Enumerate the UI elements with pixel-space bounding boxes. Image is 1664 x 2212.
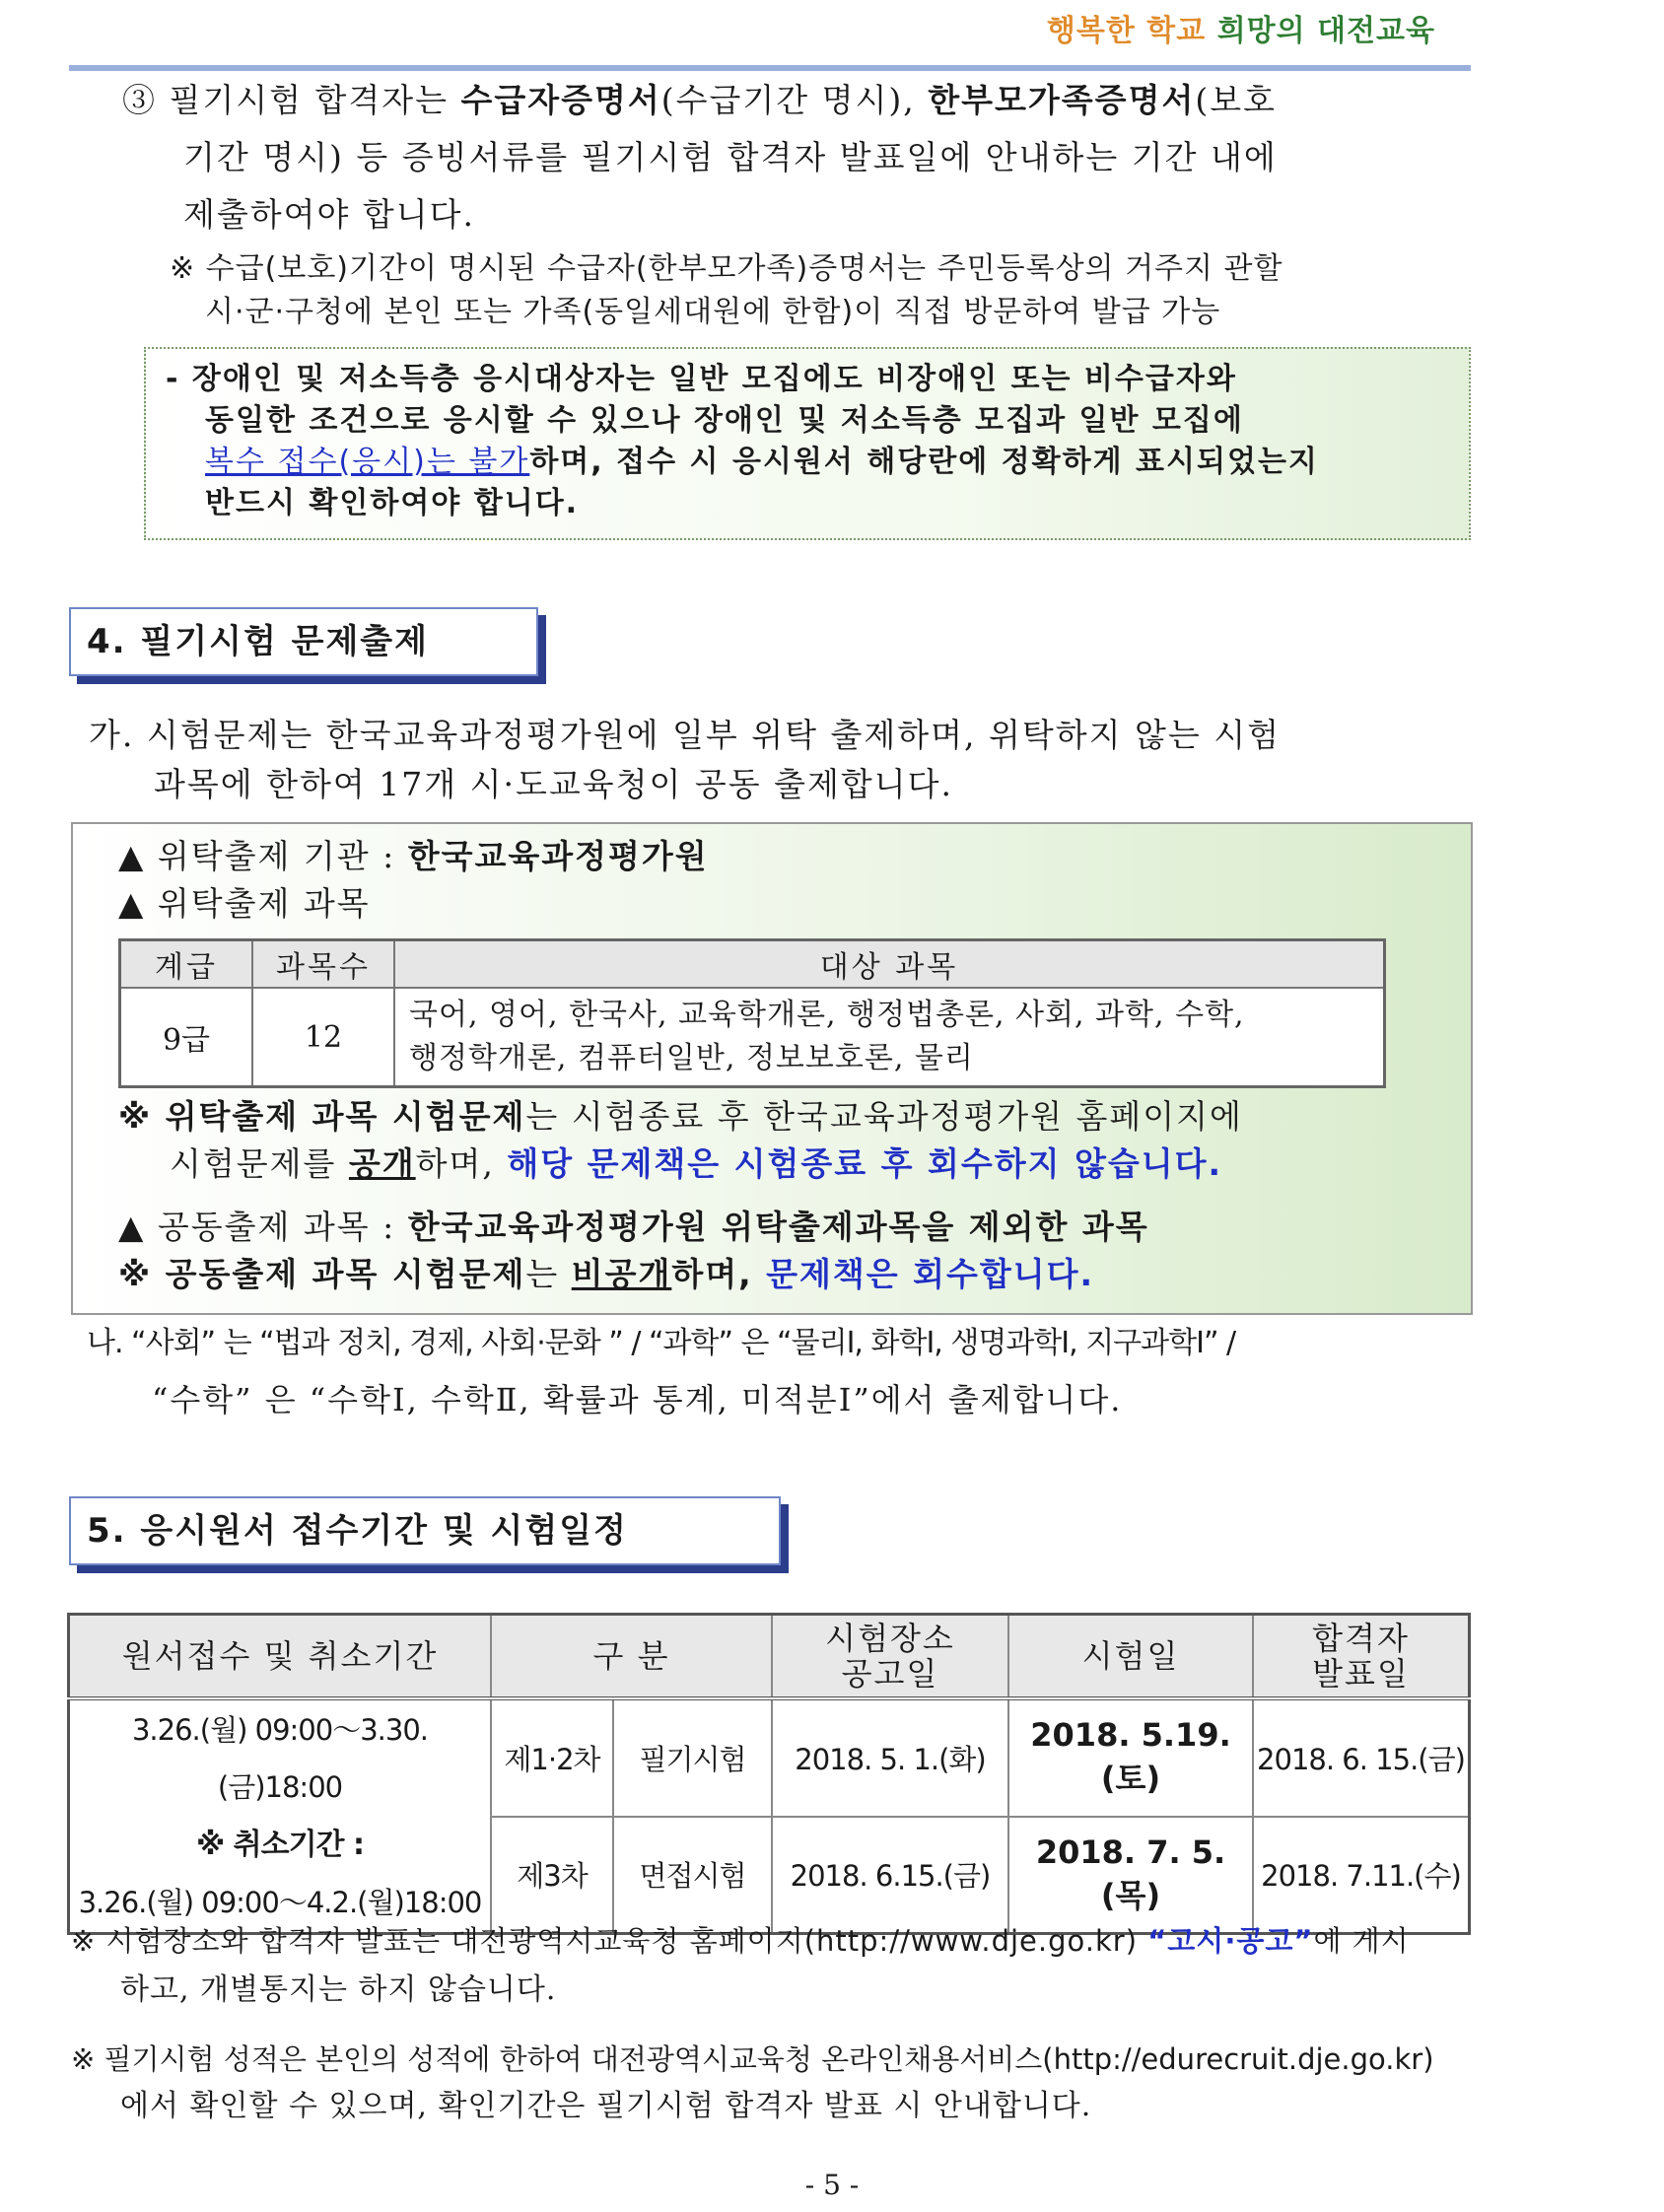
table-row bbox=[120, 988, 1385, 1087]
entrusted-subjects-label: ▲ 위탁출제 과목 bbox=[118, 884, 371, 923]
cell-round: 제3차 bbox=[491, 1817, 613, 1934]
page-number: - 5 - bbox=[804, 2169, 860, 2201]
cell-venue-date: 2018. 5. 1.(화) bbox=[772, 1698, 1008, 1817]
notice-highlight: 복수 접수(응시)는 불가 bbox=[205, 445, 530, 479]
th-venue: 시험장소 공고일 bbox=[772, 1615, 1008, 1699]
cell-grade: 9급 bbox=[120, 988, 253, 1087]
item3-note-line1: ※ 수급(보호)기간이 명시된 수급자(한부모가족)증명서는 주민등록상의 거주지 관할 bbox=[170, 251, 1283, 286]
cell-period: 3.26.(월) 09:00～3.30.(금)18:00 ※ 취소기간 : 3.26.(월) 09:00～4.2.(월)18:00 bbox=[69, 1698, 492, 1934]
cell-type: 면접시험 bbox=[613, 1817, 772, 1934]
th-exam-date: 시험일 bbox=[1008, 1615, 1253, 1699]
item3-line1: ③ 필기시험 합격자는 수급자증명서(수급기간 명시), 한부모가족증명서(보호 bbox=[122, 81, 1277, 119]
cell-subjects: 국어, 영어, 한국사, 교육학개론, 행정법총론, 사회, 과학, 수학, 행정학개론, 컴퓨터일반, 정보보호론, 물리 bbox=[394, 988, 1385, 1087]
section4-ga-line1: 가. 시험문제는 한국교육과정평가원에 일부 위탁 출제하며, 위탁하지 않는 시험 bbox=[89, 716, 1281, 754]
section4-na-line1: 나. “사회” 는 “법과 정치, 경제, 사회·문화 ” / “과학” 은 “물리Ⅰ, 화학Ⅰ, 생명과학Ⅰ, 지구과학Ⅰ” / bbox=[87, 1326, 1236, 1360]
cell-result-date: 2018. 7.11.(수) bbox=[1253, 1817, 1470, 1934]
section5-note2-line1: ※ 필기시험 성적은 본인의 성적에 한하여 대전광역시교육청 온라인채용서비스(http://edurecruit.dje.go.kr) bbox=[71, 2042, 1434, 2076]
joint-note-line: ※ 공동출제 과목 시험문제는 비공개하며, 문제책은 회수합니다. bbox=[118, 1255, 1095, 1293]
agency-line: ▲ 위탁출제 기관 : 한국교육과정평가원 bbox=[118, 837, 709, 875]
table-row bbox=[69, 1698, 1470, 1817]
schedule-table bbox=[67, 1613, 1471, 1935]
homepage-link[interactable]: http://www.dje.go.kr bbox=[816, 1924, 1126, 1958]
section4-ga-line2: 과목에 한하여 17개 시·도교육청이 공동 출제합니다. bbox=[154, 765, 953, 803]
th-subjects: 대상 과목 bbox=[394, 940, 1385, 989]
notice-line1: - 장애인 및 저소득층 응시대상자는 일반 모집에도 비장애인 또는 비수급자와 bbox=[166, 362, 1237, 396]
cell-round: 제1·2차 bbox=[491, 1698, 613, 1817]
section5-note1-line1: ※ 시험장소와 합격자 발표는 대전광역시교육청 홈페이지(http://www.dje.go.kr) “고시·공고”에 게시 bbox=[71, 1924, 1410, 1958]
notice-line2: 동일한 조건으로 응시할 수 있으나 장애인 및 저소득층 모집과 일반 모집에 bbox=[205, 403, 1244, 438]
section5-note1-line2: 하고, 개별통지는 하지 않습니다. bbox=[120, 1972, 557, 2007]
entrusted-note-line2: 시험문제를 공개하며, 해당 문제책은 시험종료 후 회수하지 않습니다. bbox=[170, 1144, 1223, 1183]
section5-heading: 5. 응시원서 접수기간 및 시험일정 bbox=[69, 1496, 781, 1565]
section4-heading: 4. 필기시험 문제출제 bbox=[69, 607, 538, 676]
notice-line3: 복수 접수(응시)는 불가하며, 접수 시 응시원서 해당란에 정확하게 표시되었는지 bbox=[205, 445, 1319, 479]
item3-line3: 제출하여야 합니다. bbox=[183, 195, 476, 234]
item3-note-line2: 시·군·구청에 본인 또는 가족(동일세대원에 한함)이 직접 방문하여 발급 가능 bbox=[205, 295, 1221, 329]
cell-type: 필기시험 bbox=[613, 1698, 772, 1817]
entrusted-note-line1: ※ 위탁출제 과목 시험문제는 시험종료 후 한국교육과정평가원 홈페이지에 bbox=[118, 1097, 1243, 1136]
section4-na-line2: “수학” 은 “수학Ⅰ, 수학Ⅱ, 확률과 통계, 미적분Ⅰ”에서 출제합니다. bbox=[152, 1381, 1123, 1418]
joint-subjects-line: ▲ 공동출제 과목 : 한국교육과정평가원 위탁출제과목을 제외한 과목 bbox=[118, 1208, 1149, 1246]
th-period: 원서접수 및 취소기간 bbox=[69, 1615, 492, 1699]
brand-slogan: 행복한 학교 희망의 대전교육 bbox=[1046, 14, 1435, 48]
cell-exam-date: 2018. 7. 5.(목) bbox=[1008, 1817, 1253, 1934]
cell-venue-date: 2018. 6.15.(금) bbox=[772, 1817, 1008, 1934]
notice-line4: 반드시 확인하여야 합니다. bbox=[205, 486, 580, 520]
recruit-service-link[interactable]: http://edurecruit.dje.go.kr bbox=[1053, 2042, 1423, 2076]
section5-note2-line2: 에서 확인할 수 있으며, 확인기간은 필기시험 합격자 발표 시 안내합니다. bbox=[120, 2089, 1092, 2123]
th-grade: 계급 bbox=[120, 940, 253, 989]
th-count: 과목수 bbox=[252, 940, 394, 989]
cell-count: 12 bbox=[252, 988, 394, 1087]
th-result: 합격자 발표일 bbox=[1253, 1615, 1470, 1699]
th-category: 구 분 bbox=[491, 1615, 772, 1699]
item3-line2: 기간 명시) 등 증빙서류를 필기시험 합격자 발표일에 안내하는 기간 내에 bbox=[183, 138, 1278, 176]
cell-exam-date: 2018. 5.19.(토) bbox=[1008, 1698, 1253, 1817]
cell-result-date: 2018. 6. 15.(금) bbox=[1253, 1698, 1470, 1817]
entrusted-subjects-table bbox=[118, 938, 1386, 1088]
